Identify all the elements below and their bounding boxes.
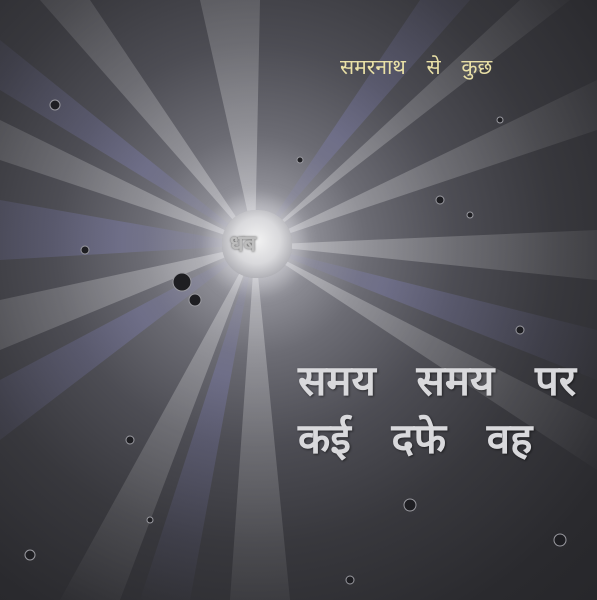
crater-overlay-text: धब (230, 232, 257, 257)
caption-large-text: समय समय पर कई दफे वह (298, 356, 577, 463)
caption-small-text: समरनाथ से कुछ (340, 55, 493, 79)
